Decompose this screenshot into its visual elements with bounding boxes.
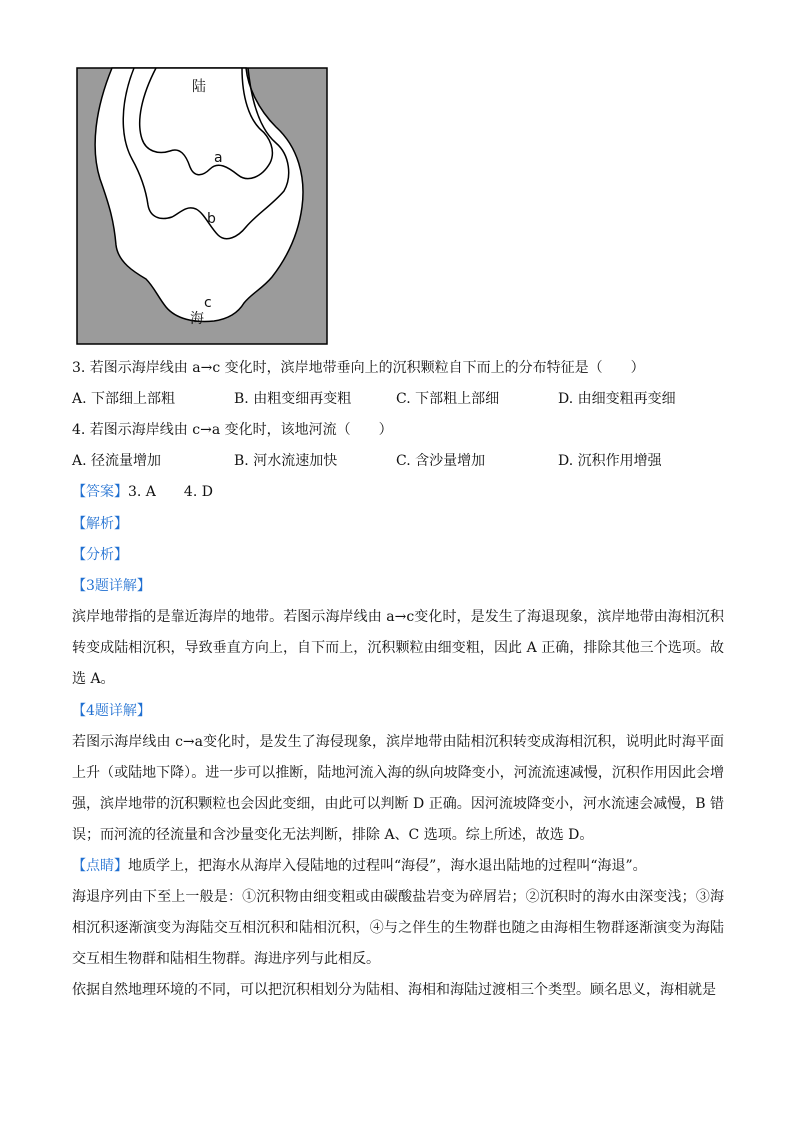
d4-body: 若图示海岸线由 c→a变化时，是发生了海侵现象，滨岸地带由陆相沉积转变成海相沉积，说明此时海平面上升（或陆地下降）。进一步可以推断，陆地河流入海的纵向坡降变小，河流流速减慢，沉积作用因此会增强，滨岸地带的沉积颗粒也会因此变细，由此可以判断 D 正确。因河流坡降变小，河水流速会减慢，B 错误；而河流的径流量和含沙量变化无法判断，排除 A、C 选项。综上所述，故选 D。	[72, 734, 724, 843]
dianjing-tag: 【点睛】	[72, 858, 128, 874]
land-label: 陆	[192, 79, 206, 95]
q4-option-b: B. 河水流速加快	[234, 453, 338, 469]
answer-tag: 【答案】	[72, 484, 128, 500]
q4-option-a: A. 径流量增加	[72, 453, 162, 469]
d3-body: 滨岸地带指的是靠近海岸的地带。若图示海岸线由 a→c变化时，是发生了海退现象，滨岸地带由海相沉积转变成陆相沉积，导致垂直方向上，自下而上，沉积颗粒由细变粗，因此 A 正确，排除其他三个选项。故选 A。	[72, 609, 724, 687]
line-c-label: c	[204, 295, 212, 311]
line-b-label: b	[207, 211, 216, 227]
q3-option-c: C. 下部粗上部细	[396, 391, 500, 407]
coastline-diagram	[76, 67, 328, 345]
answer-line	[72, 482, 732, 502]
q3-option-a: A. 下部细上部粗	[72, 391, 176, 407]
answer-text: 3. A 4. D	[128, 484, 213, 500]
q4-stem: 4. 若图示海岸线由 c→a 变化时，该地河流（ ）	[72, 422, 393, 438]
jiexi-heading: 【解析】	[72, 516, 128, 532]
q4-option-c: C. 含沙量增加	[396, 453, 486, 469]
q3-stem: 3. 若图示海岸线由 a→c 变化时，滨岸地带垂向上的沉积颗粒自下而上的分布特征是（ ）	[72, 360, 645, 376]
facies-paragraph: 依据自然地理环境的不同，可以把沉积相划分为陆相、海相和海陆过渡相三个类型。顾名思义，海相就是	[72, 982, 716, 998]
fenxi-heading: 【分析】	[72, 547, 128, 563]
sea-label: 海	[190, 311, 204, 327]
q3-option-d: D. 由细变粗再变细	[558, 391, 676, 407]
q3-option-b: B. 由粗变细再变粗	[234, 391, 352, 407]
line-a-label: a	[214, 150, 223, 166]
regression-sequence: 海退序列由下至上一般是：①沉积物由细变粗或由碳酸盐岩变为碎屑岩；②沉积时的海水由深变浅；③海相沉积逐渐演变为海陆交互相沉积和陆相沉积，④与之伴生的生物群也随之由海相生物群逐渐演变为海陆交互相生物群和陆相生物群。海进序列与此相反。	[72, 889, 724, 967]
d4-heading: 【4题详解】	[72, 703, 151, 719]
dianjing-text: 地质学上，把海水从海岸入侵陆地的过程叫“海侵”，海水退出陆地的过程叫“海退”。	[128, 858, 647, 874]
d3-heading: 【3题详解】	[72, 578, 151, 594]
q4-option-d: D. 沉积作用增强	[558, 453, 662, 469]
dianjing-line	[72, 851, 724, 882]
